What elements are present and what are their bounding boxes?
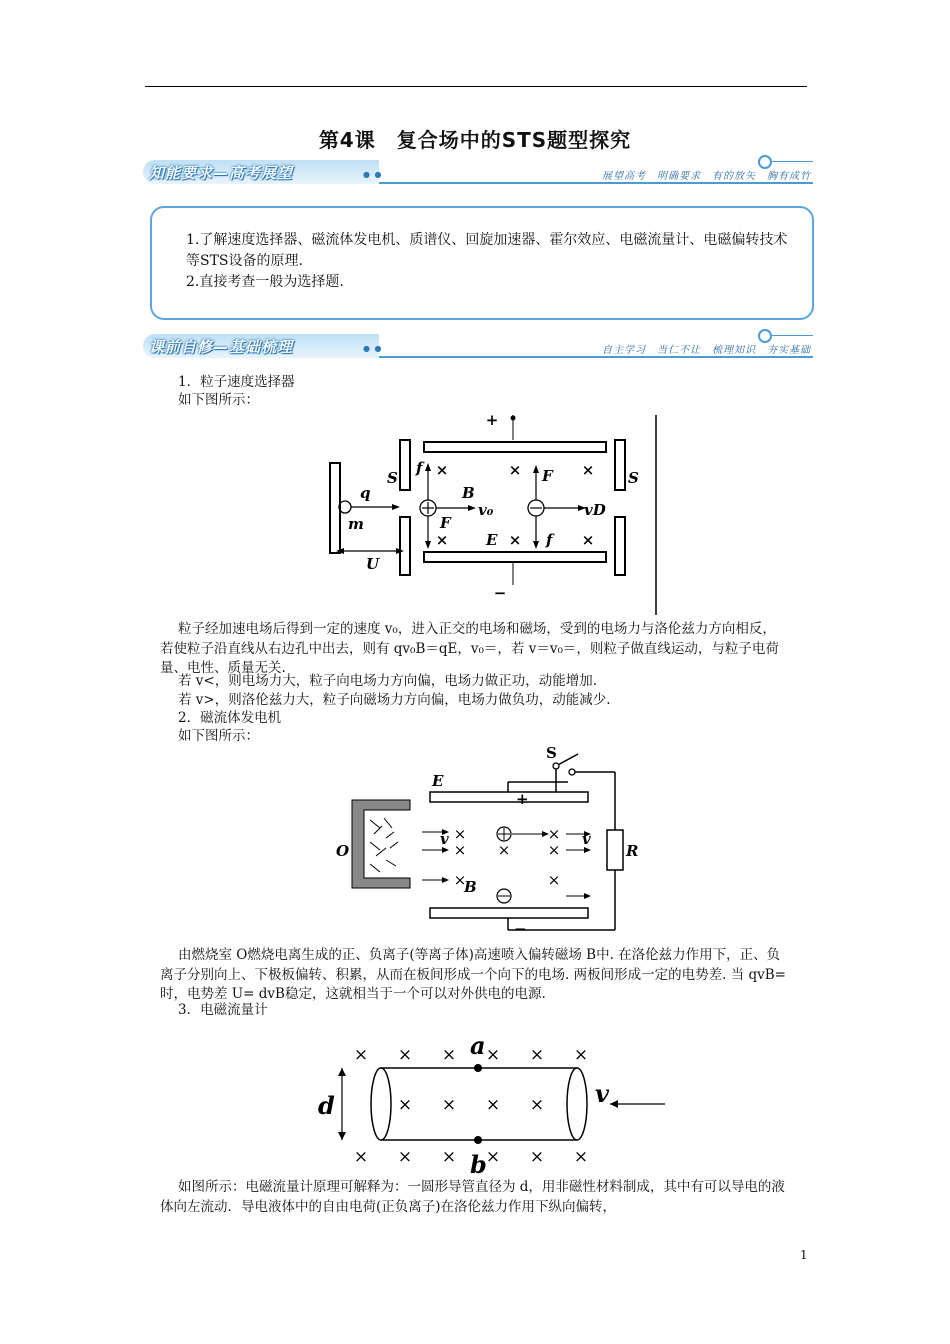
svg-text:×: × bbox=[508, 531, 522, 549]
chamber-O-label: O bbox=[336, 842, 350, 860]
svg-text:×: × bbox=[581, 461, 595, 479]
section-heading-3: 3．电磁流量计 bbox=[178, 1002, 268, 1018]
electrode-b-label: b bbox=[470, 1150, 487, 1179]
field-B-label: B bbox=[462, 484, 475, 502]
svg-text:×: × bbox=[485, 1095, 501, 1115]
svg-text:×: × bbox=[435, 531, 449, 549]
requirements-box bbox=[150, 206, 814, 320]
svg-text:×: × bbox=[435, 461, 449, 479]
force-f-label-1: f bbox=[416, 459, 423, 477]
svg-text:×: × bbox=[529, 1147, 545, 1167]
svg-text:×: × bbox=[485, 1147, 501, 1167]
minus-label: − bbox=[493, 584, 507, 602]
section-intro-1: 如下图所示： bbox=[178, 392, 259, 408]
velocity-label-2: vD bbox=[584, 501, 606, 519]
svg-text:×: × bbox=[573, 1045, 589, 1065]
diameter-label: d bbox=[318, 1091, 335, 1120]
svg-text:×: × bbox=[397, 1095, 413, 1115]
flowmeter-figure bbox=[315, 1030, 675, 1180]
section-intro-2: 如下图所示： bbox=[178, 728, 259, 744]
velocity-label: v bbox=[595, 1079, 609, 1108]
requirement-item-2: 2.直接考查一般为选择题. bbox=[186, 274, 344, 290]
section-banner-basics: 课前自修—基础梳理 ● ● 自主学习 当仁不让 梳理知识 夯实基础 bbox=[143, 332, 813, 362]
svg-text:×: × bbox=[529, 1045, 545, 1065]
requirement-item-1: 1.了解速度选择器、磁流体发电机、质谱仪、回旋加速器、霍尔效应、电磁流量计、电磁偏转技术等STS设备的原理. bbox=[186, 232, 788, 269]
force-F-label-1: F bbox=[440, 514, 451, 532]
slit-label-right: S bbox=[628, 469, 639, 487]
velocity-selector-figure bbox=[320, 405, 660, 615]
svg-text:×: × bbox=[453, 871, 467, 889]
svg-text:×: × bbox=[485, 1045, 501, 1065]
svg-text:×: × bbox=[547, 825, 561, 843]
field-E-label: E bbox=[432, 772, 444, 790]
svg-text:×: × bbox=[441, 1045, 457, 1065]
svg-text:×: × bbox=[453, 841, 467, 859]
svg-text:×: × bbox=[508, 461, 522, 479]
svg-text:×: × bbox=[441, 1147, 457, 1167]
switch-label: S bbox=[546, 744, 557, 762]
header-rule bbox=[145, 86, 807, 87]
charge-label: q bbox=[360, 484, 371, 502]
svg-text:×: × bbox=[529, 1095, 545, 1115]
svg-text:×: × bbox=[397, 1147, 413, 1167]
section-heading-2: 2．磁流体发电机 bbox=[178, 710, 282, 726]
resistor-label: R bbox=[626, 842, 639, 860]
banner-motto: 自主学习 当仁不让 梳理知识 夯实基础 bbox=[602, 345, 811, 356]
svg-text:×: × bbox=[441, 1095, 457, 1115]
svg-text:×: × bbox=[547, 871, 561, 889]
slit-label-left: S bbox=[387, 469, 398, 487]
force-F-label-2: F bbox=[542, 467, 553, 485]
plus-label: + bbox=[485, 411, 499, 429]
velocity-label-1: v₀ bbox=[478, 501, 494, 519]
mhd-generator-figure bbox=[330, 738, 650, 938]
field-B-label: B bbox=[464, 878, 477, 896]
electrode-a-label: a bbox=[470, 1031, 486, 1060]
section1-paragraph-3: 若 v>，则洛伦兹力大，粒子向磁场力方向偏，电场力做负功，动能减少. bbox=[178, 692, 611, 708]
page-title: 第4课 复合场中的STS题型探究 bbox=[318, 128, 632, 152]
section2-paragraph: 由燃烧室 O燃烧电离生成的正、负离子(等离子体)高速喷入偏转磁场 B中. 在洛伦兹力作用下，正、负离子分别向上、下极板偏转、积累，从而在板间形成一个向下的电场. 两板间形成一定的电势差. 当 qvB=时，电势差 U= dvB稳定，这就相当于一个可以对外供电的电源. bbox=[160, 947, 786, 1002]
voltage-label: U bbox=[366, 555, 380, 573]
section3-paragraph: 如图所示：电磁流量计原理可解释为：一圆形导管直径为 d，用非磁性材料制成，其中有可以导电的液体向左流动．导电液体中的自由电荷(正负离子)在洛伦兹力作用下纵向偏转， bbox=[160, 1179, 785, 1215]
force-f-label-2: f bbox=[546, 531, 553, 549]
banner-motto: 展望高考 明确要求 有的放矢 胸有成竹 bbox=[602, 171, 811, 182]
section1-paragraph-1: 粒子经加速电场后得到一定的速度 v₀，进入正交的电场和磁场，受到的电场力与洛伦兹力方向相反，若使粒子沿直线从右边孔中出去，则有 qv₀B＝qE，v₀＝，若 v＝v₀＝，则粒子做直线运动，与粒子电荷量、电性、质量无关. bbox=[160, 621, 779, 676]
section-banner-requirements: 知能要求—高考展望 ● ● 展望高考 明确要求 有的放矢 胸有成竹 bbox=[143, 158, 813, 188]
svg-text:×: × bbox=[573, 1147, 589, 1167]
velocity-label-2: v bbox=[582, 830, 591, 848]
mass-label: m bbox=[348, 515, 364, 533]
svg-text:×: × bbox=[397, 1045, 413, 1065]
svg-text:×: × bbox=[353, 1045, 369, 1065]
banner-label: 知能要求—高考展望 bbox=[149, 164, 294, 182]
svg-text:×: × bbox=[453, 825, 467, 843]
banner-label: 课前自修—基础梳理 bbox=[149, 338, 294, 356]
field-E-label: E bbox=[486, 531, 498, 549]
plus-plate-label: + bbox=[516, 790, 529, 808]
svg-text:×: × bbox=[497, 841, 511, 859]
section-heading-1: 1．粒子速度选择器 bbox=[178, 374, 295, 390]
svg-text:×: × bbox=[581, 531, 595, 549]
section1-paragraph-2: 若 v<，则电场力大，粒子向电场力方向偏，电场力做正功，动能增加. bbox=[178, 673, 598, 689]
svg-text:×: × bbox=[353, 1147, 369, 1167]
page-number: 1 bbox=[800, 1248, 808, 1262]
velocity-label-1: v bbox=[440, 830, 449, 848]
minus-plate-label: − bbox=[514, 920, 527, 938]
svg-text:×: × bbox=[547, 841, 561, 859]
